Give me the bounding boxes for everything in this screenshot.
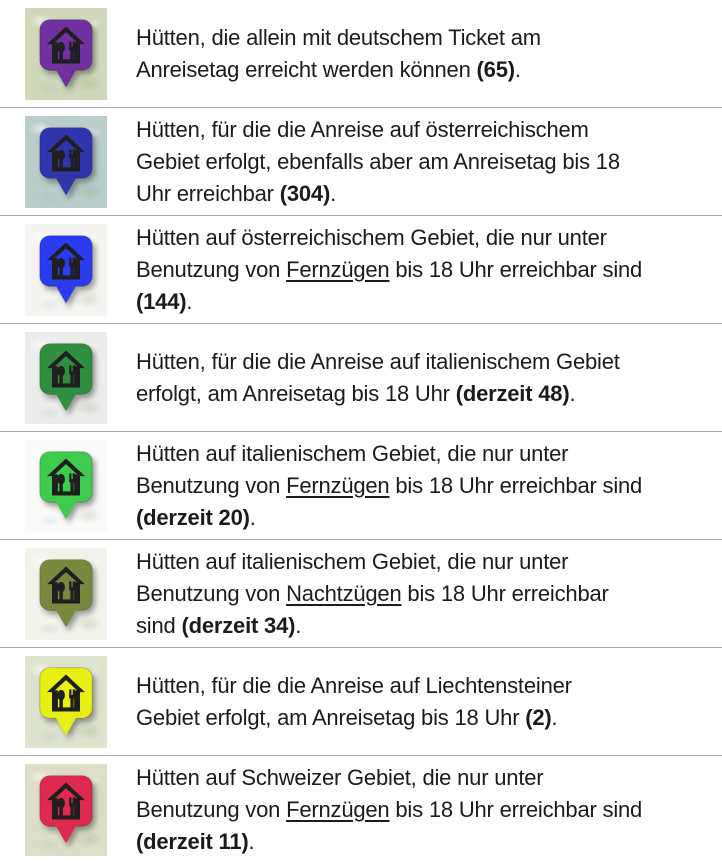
hut-count: (304) — [279, 180, 331, 206]
legend-text — [136, 222, 642, 318]
legend-text-segment: Hütten, für die die Anreise auf Liechtensteiner — [136, 672, 572, 698]
hut-pin-icon — [37, 233, 95, 307]
legend-text-segment: Anreisetag erreicht werden können — [136, 56, 477, 82]
train-type-term: Nachtzügen — [286, 580, 402, 606]
hut-base — [52, 491, 80, 495]
train-type-term: Fernzügen — [286, 796, 390, 822]
legend-row-schweiz-fernzuege — [0, 755, 722, 863]
legend-row-liechtenstein-anreise — [0, 647, 722, 755]
pin-tail — [55, 824, 77, 843]
legend-text-segment: Gebiet erfolgt, am Anreisetag bis 18 Uhr — [136, 704, 526, 730]
legend-text-segment: Benutzung von — [136, 472, 287, 498]
hut-base — [52, 383, 80, 387]
hut-pin-icon — [37, 341, 95, 415]
pin-tail — [55, 716, 77, 735]
legend-text-segment: Hütten auf italienischem Gebiet, die nur unter — [136, 440, 569, 466]
legend-text — [136, 346, 620, 410]
hut-pin-icon — [37, 125, 95, 199]
legend-text-segment: . — [249, 504, 256, 530]
legend-text — [136, 22, 541, 86]
map-tile — [25, 8, 107, 100]
legend-row-italien-fernzuege — [0, 431, 722, 539]
pin-tail — [55, 176, 77, 195]
legend-text-segment: bis 18 Uhr erreichbar sind — [389, 796, 643, 822]
hut-pin-icon — [37, 665, 95, 739]
pin-tail — [55, 68, 77, 87]
hut-base — [52, 167, 80, 171]
legend-text — [136, 546, 609, 642]
legend-text-segment: bis 18 Uhr erreichbar sind — [389, 472, 643, 498]
legend-text-segment: Hütten, die allein mit deutschem Ticket am — [136, 24, 541, 50]
map-tile — [25, 764, 107, 856]
legend-text-segment: Hütten auf österreichischem Gebiet, die nur unter — [136, 224, 607, 250]
legend-text-segment: . — [551, 704, 558, 730]
legend-row-italien-anreise — [0, 323, 722, 431]
legend-text-segment: bis 18 Uhr erreichbar sind — [389, 256, 643, 282]
hut-count: (derzeit 48) — [455, 380, 570, 406]
hut-pin-icon — [37, 17, 95, 91]
legend-text-segment: Hütten, für die die Anreise auf italienischem Gebiet — [136, 348, 620, 374]
hut-base — [52, 59, 80, 63]
legend-text-segment: Hütten auf italienischem Gebiet, die nur unter — [136, 548, 569, 574]
legend-row-italien-nachtzuege — [0, 539, 722, 647]
legend-text-segment: . — [330, 180, 336, 206]
hut-base — [52, 707, 80, 711]
hut-base — [52, 275, 80, 279]
legend-text-segment: . — [186, 288, 193, 314]
legend-text-segment: Gebiet erfolgt, ebenfalls aber am Anreisetag bis 18 — [136, 148, 620, 174]
hut-count: (144) — [136, 288, 187, 314]
legend-text-segment: bis 18 Uhr erreichbar — [401, 580, 609, 606]
legend-text — [136, 438, 642, 534]
map-tile — [25, 440, 107, 532]
legend-text-segment: . — [248, 828, 255, 854]
hut-count: (2) — [525, 704, 552, 730]
legend-row-deutsches-ticket — [0, 0, 722, 107]
legend-text-segment: Hütten, für die die Anreise auf österreichischem — [136, 116, 589, 142]
legend-text-segment: . — [569, 380, 576, 406]
hut-pin-icon — [37, 773, 95, 847]
map-tile — [25, 548, 107, 640]
hut-pin-icon — [37, 557, 95, 631]
hut-base — [52, 599, 80, 603]
hut-count: (derzeit 20) — [136, 504, 250, 530]
pin-tail — [55, 392, 77, 411]
pin-tail — [55, 284, 77, 303]
legend-text — [136, 114, 620, 210]
hut-base — [52, 815, 80, 819]
legend-row-oesterreich-fernzuege — [0, 215, 722, 323]
legend-text-segment: . — [514, 56, 521, 82]
train-type-term: Fernzügen — [286, 472, 390, 498]
hut-count: (derzeit 11) — [136, 828, 249, 854]
map-tile — [25, 224, 107, 316]
pin-tail — [55, 500, 77, 519]
legend-text-segment: sind — [136, 612, 182, 638]
legend-text — [136, 670, 572, 734]
legend-row-oesterreich-anreise — [0, 107, 722, 215]
hut-count: (65) — [476, 56, 515, 82]
train-type-term: Fernzügen — [286, 256, 390, 282]
hut-count: (derzeit 34) — [181, 612, 296, 638]
legend-text-segment: Benutzung von — [136, 580, 287, 606]
legend-text-segment: Benutzung von — [136, 256, 287, 282]
legend-text-segment: Hütten auf Schweizer Gebiet, die nur unter — [136, 764, 544, 790]
legend-text-segment: Benutzung von — [136, 796, 287, 822]
map-tile — [25, 656, 107, 748]
legend-text-segment: erfolgt, am Anreisetag bis 18 Uhr — [136, 380, 456, 406]
legend-text-segment: . — [295, 612, 302, 638]
legend-text — [136, 762, 642, 858]
pin-tail — [55, 608, 77, 627]
map-tile — [25, 332, 107, 424]
legend-text-segment: Uhr erreichbar — [136, 180, 280, 206]
hut-pin-icon — [37, 449, 95, 523]
map-tile — [25, 116, 107, 208]
